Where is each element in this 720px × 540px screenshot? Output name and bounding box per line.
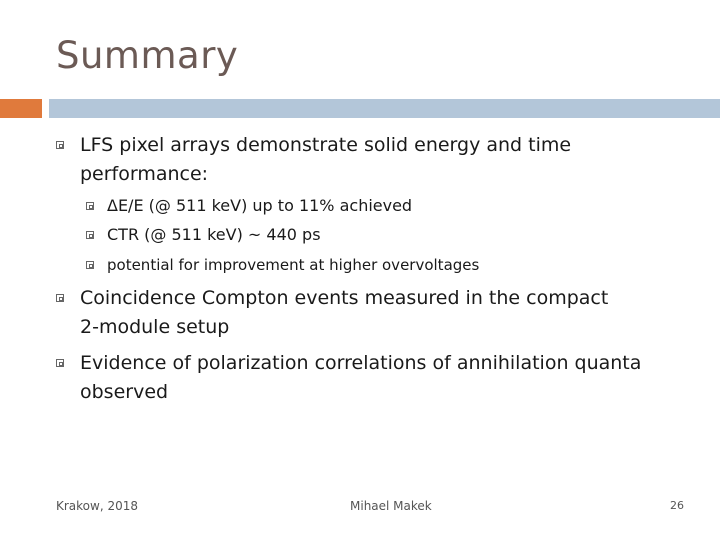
slide-title: Summary xyxy=(56,34,239,77)
bullet-1-line-2: performance: xyxy=(80,163,209,185)
bullet-1-line-1: LFS pixel arrays demonstrate solid energy and time xyxy=(80,134,572,156)
bullet-square-icon xyxy=(56,359,64,367)
sub-bullet-square-icon xyxy=(86,202,94,210)
sub-bullet-3: potential for improvement at higher overvoltages xyxy=(107,256,480,274)
footer-location-date: Krakow, 2018 xyxy=(56,499,139,513)
title-accent-bar-orange xyxy=(0,99,42,118)
sub-bullet-square-icon xyxy=(86,231,94,239)
sub-bullet-square-icon xyxy=(86,261,94,269)
bullet-2-line-2: 2-module setup xyxy=(80,316,230,338)
bullet-3-line-1: Evidence of polarization correlations of annihilation quanta xyxy=(80,352,642,374)
bullet-3-line-2: observed xyxy=(80,381,169,403)
bullet-2-line-1: Coincidence Compton events measured in the compact xyxy=(80,287,609,309)
title-accent-bar-blue xyxy=(49,99,720,118)
sub-bullet-1: ΔE/E (@ 511 keV) up to 11% achieved xyxy=(107,196,413,215)
bullet-square-icon xyxy=(56,294,64,302)
footer-page-number: 26 xyxy=(670,499,684,512)
footer-author: Mihael Makek xyxy=(350,499,432,513)
sub-bullet-2: CTR (@ 511 keV) ~ 440 ps xyxy=(107,225,321,244)
bullet-square-icon xyxy=(56,141,64,149)
